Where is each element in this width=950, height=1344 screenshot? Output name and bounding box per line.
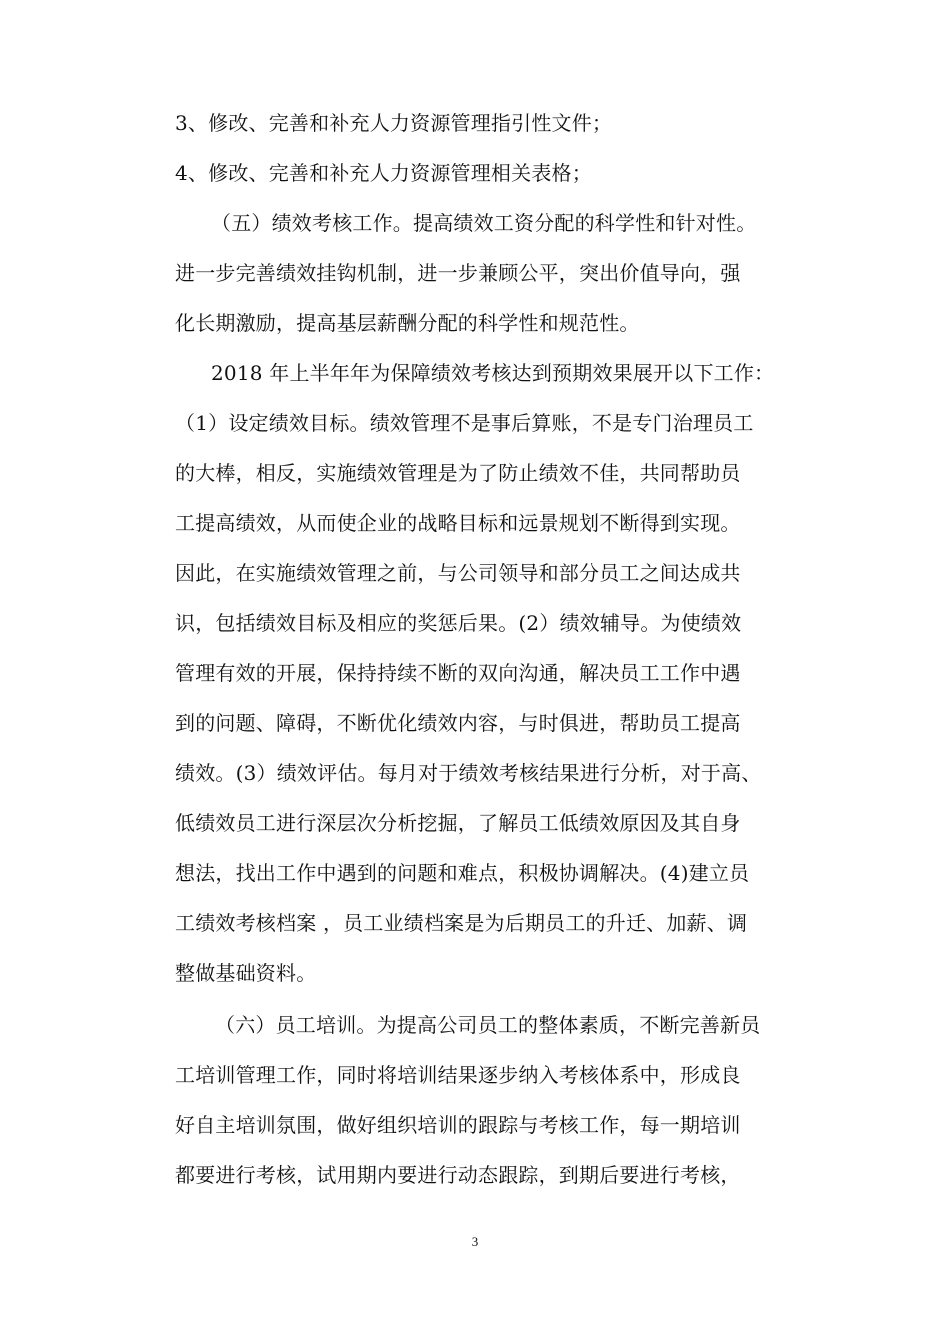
text-line: （1）设定绩效目标。绩效管理不是事后算账，不是专门治理员工 bbox=[175, 411, 754, 435]
text-line: 4、修改、完善和补充人力资源管理相关表格； bbox=[175, 161, 592, 185]
text-line: 都要进行考核，试用期内要进行动态跟踪，到期后要进行考核， bbox=[175, 1163, 741, 1187]
text-line: 想法，找出工作中遇到的问题和难点，积极协调解决。(4)建立员 bbox=[175, 861, 750, 885]
text-line: 管理有效的开展，保持持续不断的双向沟通，解决员工工作中遇 bbox=[175, 661, 741, 685]
text-line: 3、修改、完善和补充人力资源管理指引性文件； bbox=[175, 111, 613, 135]
page-number: 3 bbox=[471, 1234, 479, 1249]
body-text bbox=[175, 98, 815, 1200]
text-line: 低绩效员工进行深层次分析挖掘，了解员工低绩效原因及其自身 bbox=[175, 811, 741, 835]
text-line: 绩效。(3）绩效评估。每月对于绩效考核结果进行分析，对于高、 bbox=[175, 761, 762, 785]
text-line: （五）绩效考核工作。提高绩效工资分配的科学性和针对性。 bbox=[211, 211, 757, 235]
text-line: 到的问题、障碍，不断优化绩效内容，与时俱进，帮助员工提高 bbox=[175, 711, 741, 735]
text-line: 的大棒，相反，实施绩效管理是为了防止绩效不佳，共同帮助员 bbox=[175, 461, 741, 485]
text-line: 进一步完善绩效挂钩机制，进一步兼顾公平，突出价值导向，强 bbox=[175, 261, 741, 285]
text-line: 识，包括绩效目标及相应的奖惩后果。(2）绩效辅导。为使绩效 bbox=[175, 611, 742, 635]
text-line: 整做基础资料。 bbox=[175, 961, 317, 985]
text-line: 因此，在实施绩效管理之前，与公司领导和部分员工之间达成共 bbox=[175, 561, 741, 585]
text-line: 工绩效考核档案 ，员工业绩档案是为后期员工的升迁、加薪、调 bbox=[175, 911, 748, 935]
text-line: （六）员工培训。为提高公司员工的整体素质，不断完善新员 bbox=[215, 1013, 761, 1037]
text-line: 工培训管理工作，同时将培训结果逐步纳入考核体系中，形成良 bbox=[175, 1063, 741, 1087]
text-line: 好自主培训氛围，做好组织培训的跟踪与考核工作，每一期培训 bbox=[175, 1113, 741, 1137]
text-line: 化长期激励，提高基层薪酬分配的科学性和规范性。 bbox=[175, 311, 640, 335]
text-line: 工提高绩效，从而使企业的战略目标和远景规划不断得到实现。 bbox=[175, 511, 741, 535]
text-line: 2018 年上半年年为保障绩效考核达到预期效果展开以下工作： bbox=[211, 361, 775, 385]
